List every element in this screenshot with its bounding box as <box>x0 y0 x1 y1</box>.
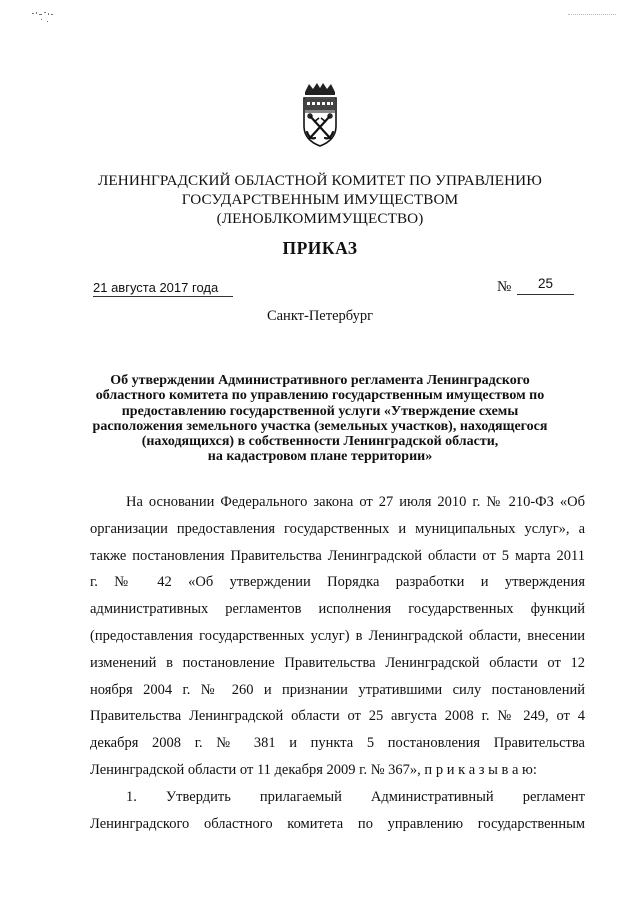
body-line: г. № 42 «Об утверждении Порядка разработки и утверждения <box>90 574 585 591</box>
point-1-word: Административный <box>370 788 494 805</box>
body-line: Ленинградского областного комитета по управлению государственным <box>90 815 585 832</box>
order-number: 25 <box>517 276 574 295</box>
body-line: декабря 2008 г. № 381 и пункта 5 постановления Правительства <box>90 735 585 752</box>
subject-line: Об утверждении Административного регламента Ленинградского <box>110 373 530 388</box>
subject-line: на кадастровом плане территории» <box>207 449 433 465</box>
document-title: ПРИКАЗ <box>282 238 358 258</box>
organization-header <box>80 171 560 228</box>
point-1-line <box>90 784 585 811</box>
point-1-word: регламент <box>522 788 585 805</box>
order-body <box>90 489 585 837</box>
point-1-number: 1. <box>126 788 137 805</box>
city-name: Санкт-Петербург <box>266 308 374 324</box>
body-line-last: Ленинградской области от 11 декабря 2009 г. № 367», п р и к а з ы в а ю: <box>90 761 537 778</box>
body-line: административных регламентов исполнения государственных функций <box>90 601 585 618</box>
subject-line: расположения земельного участка (земельных участков), находящегося <box>92 418 548 434</box>
org-name-line-3: (ЛЕНОБЛКОМИМУЩЕСТВО) <box>216 210 424 227</box>
point-1-word: Утвердить <box>165 788 231 805</box>
order-date: 21 августа 2017 года <box>93 280 233 297</box>
body-line: также постановления Правительства Ленинградской области от 5 марта 2011 <box>90 547 585 564</box>
body-line: Правительства Ленинградской области от 25 августа 2008 г. № 249, от 4 <box>90 708 585 725</box>
body-line: ноября 2004 г. № 260 и признании утратившими силу постановлений <box>90 681 585 698</box>
body-line: организации предоставления государственных и муниципальных услуг», а <box>90 520 585 537</box>
subject-line: предоставлению государственной услуги «Утверждение схемы <box>121 403 519 419</box>
point-1-word: прилагаемый <box>259 788 342 805</box>
scan-specks <box>30 10 60 26</box>
body-line: изменений в постановление Правительства Ленинградской области от 12 <box>90 654 585 671</box>
scan-edge-mark <box>568 14 616 15</box>
org-name-line-1: ЛЕНИНГРАДСКИЙ ОБЛАСТНОЙ КОМИТЕТ ПО УПРАВЛЕНИЮ <box>98 172 542 189</box>
leningrad-oblast-coat-of-arms-icon <box>301 82 339 148</box>
number-label: № <box>497 279 512 295</box>
org-name-line-2: ГОСУДАРСТВЕННЫМ ИМУЩЕСТВОМ <box>181 191 459 208</box>
body-line: (предоставления государственных услуг) в Ленинградской области, внесении <box>90 627 585 644</box>
body-line: На основании Федерального закона от 27 июля 2010 г. № 210-ФЗ «Об <box>126 494 585 510</box>
subject-line: (находящихся) в собственности Ленинградской области, <box>141 434 499 450</box>
subject-line: областного комитета по управлению государственным имуществом по <box>95 388 545 404</box>
order-subject <box>60 373 580 465</box>
